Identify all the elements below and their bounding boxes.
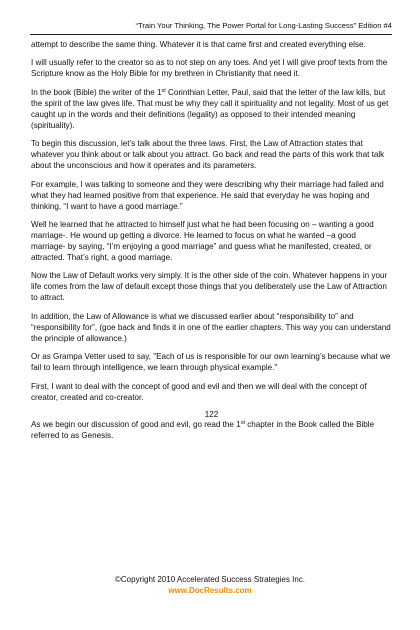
website-link[interactable]: www.DocResults.com xyxy=(168,585,252,595)
paragraph-3-rest: Corinthian Letter, Paul, said that the letter of the law kills, but the spirit of the law gives life. That must be why they call it spirituality and not legality. Most of us get caught up in the words and their definitions (legality) as opposed to their intended meaning (spirituality). xyxy=(31,87,389,130)
paragraph-10: First, I want to deal with the concept of good and evil and then we will deal with the concept of creator, created and co-creator. xyxy=(31,381,367,402)
page-body xyxy=(31,39,392,448)
page-number: 122 xyxy=(204,409,219,419)
header-divider xyxy=(30,34,392,35)
running-header: “Train Your Thinking, The Power Portal for Long-Lasting Success” Edition #4 xyxy=(135,21,392,30)
paragraph-3-start: In the book (Bible) the writer of the 1 xyxy=(31,87,162,97)
paragraph-4: To begin this discussion, let’s talk about the three laws. First, the Law of Attraction states that whatever you think about or talk about you attract. Go back and read the parts of this work that talk about the unconscious and how it operates and its parameters. xyxy=(31,139,385,171)
paragraph-9: Or as Grampa Vetter used to say, "Each of us is responsible for our own learning’s because what we fail to learn through intelligence, we learn through physical example." xyxy=(31,352,391,373)
ordinal-superscript: st xyxy=(161,87,166,94)
paragraph-8: In addition, the Law of Allowance is what we discussed earlier about “responsibility to” and “responsibility for”, (goe back and finds it in one of the earlier chapters. This way you can understand the principle of allowance.) xyxy=(31,311,391,343)
paragraph-6: Well he learned that he attracted to himself just what he had been focusing on – wanting a good marriage-. He wound up getting a divorce. He learned to focus on what he wanted –a good marriage- by saying, “I’m enjoying a good marriage” and guess what he manifested, created, or attracted. That’s right, a good marriage. xyxy=(31,219,374,262)
paragraph-11 xyxy=(31,419,392,441)
paragraph-7: Now the Law of Default works very simply. It is the other side of the coin. Whatever happens in your life comes from the law of default except those things that you deliberately use the Law of Attraction to attract. xyxy=(31,271,388,303)
paragraph-11-rest: chapter in the Book called the Bible referred to as Genesis. xyxy=(31,419,375,440)
paragraph-1: attempt to describe the same thing. Whatever it is that came first and created everything else. xyxy=(31,40,366,49)
ordinal-superscript: st xyxy=(240,419,245,426)
paragraph-11-start: As we begin our discussion of good and evil, go read the 1 xyxy=(31,419,241,429)
copyright-notice: ©Copyright 2010 Accelerated Success Strategies Inc. xyxy=(115,575,305,584)
page-footer xyxy=(0,575,420,596)
paragraph-2: I will usually refer to the creator so as to not step on any toes. And yet I will give proof texts from the Scripture know as the Holy Bible for my brethren in Christianity that need it. xyxy=(31,58,388,79)
paragraph-5: For example, I was talking to someone and they were describing why their marriage had failed and what they had learned positive from that experience. He said that everyday he was hoping and thinking, “I want to have a good marriage.” xyxy=(31,179,384,211)
paragraph-3 xyxy=(31,87,392,131)
